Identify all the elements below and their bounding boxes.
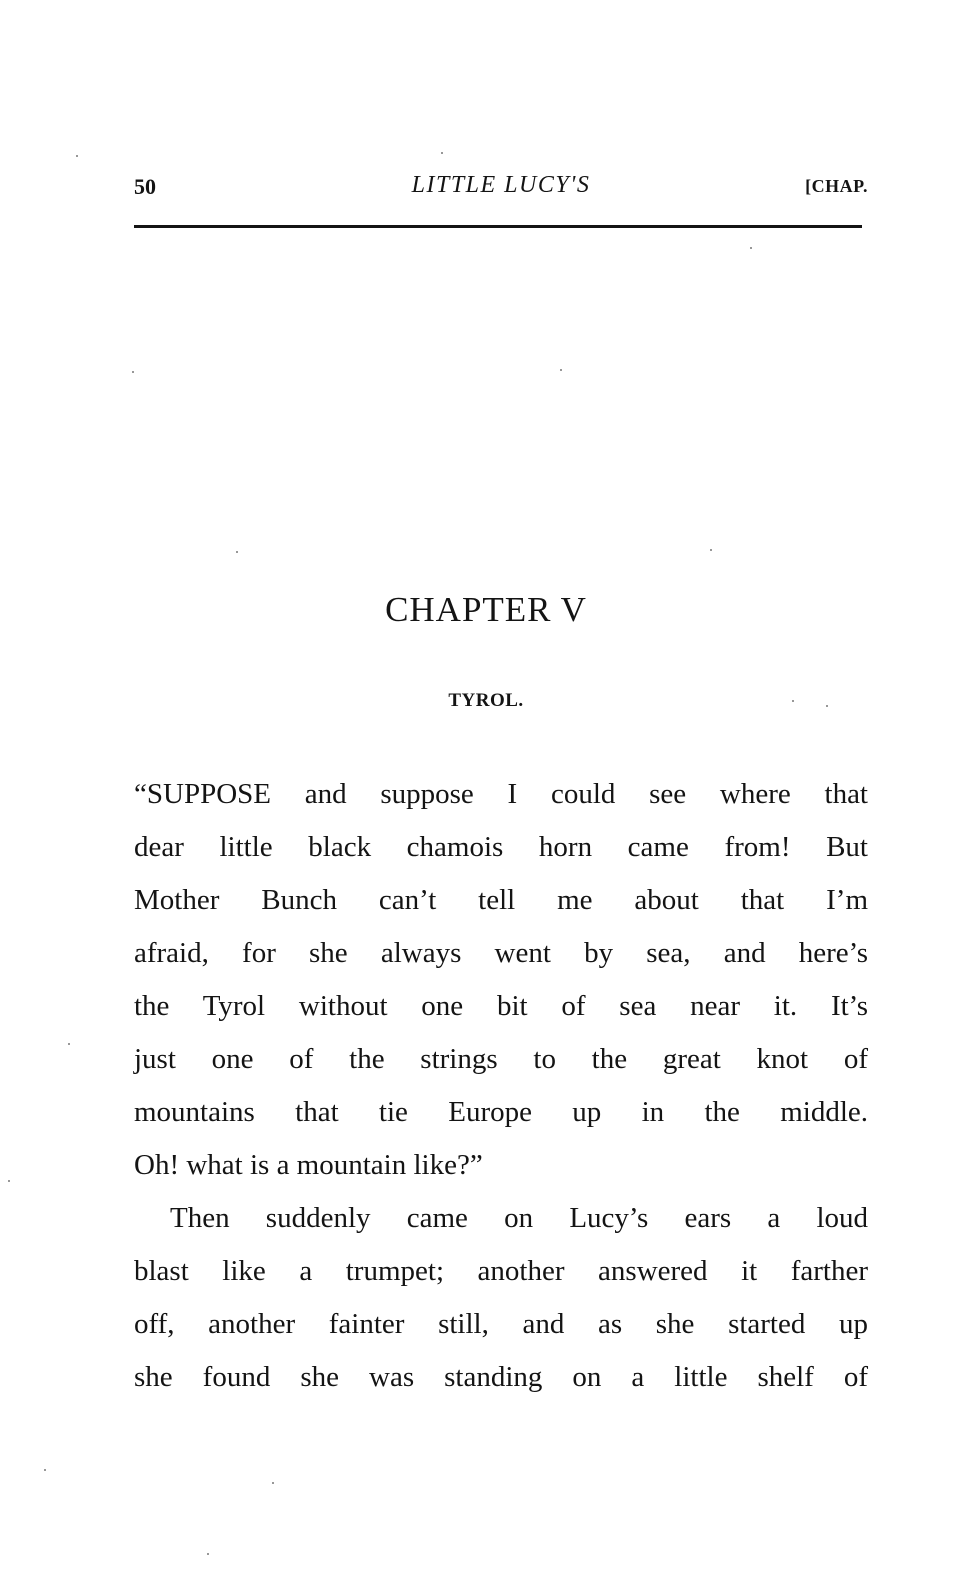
paragraph [134, 768, 868, 1192]
text-line: she found she was standing on a little shelf of [134, 1361, 868, 1393]
text-line: just one of the strings to the great knot of [134, 1043, 868, 1075]
text-line: mountains that tie Europe up in the middle. [134, 1096, 868, 1128]
header-rule [134, 225, 862, 228]
text-line: Oh! what is a mountain like?” [134, 1149, 483, 1181]
scan-speck [132, 371, 134, 373]
running-header [134, 168, 868, 208]
text-line: the Tyrol without one bit of sea near it. It’s [134, 990, 868, 1022]
scan-speck [44, 1469, 46, 1471]
scan-speck [272, 1482, 274, 1484]
chapter-mark: [CHAP. [805, 176, 868, 196]
scan-speck [76, 155, 78, 157]
page-number: 50 [134, 174, 156, 199]
text-line: “SUPPOSE and suppose I could see where that [134, 778, 868, 810]
text-line: afraid, for she always went by sea, and here’s [134, 937, 868, 969]
scan-speck [710, 549, 712, 551]
scan-speck [441, 152, 443, 154]
scan-speck [207, 1553, 209, 1555]
scan-speck [8, 1180, 10, 1182]
scan-speck [750, 247, 752, 249]
text-line: off, another fainter still, and as she started up [134, 1308, 868, 1340]
scan-speck [792, 700, 794, 702]
scan-speck [68, 1043, 70, 1045]
chapter-subtitle: TYROL. [448, 690, 524, 711]
running-title: LITTLE LUCY'S [411, 172, 591, 198]
body-text [134, 768, 868, 1404]
scan-speck [560, 369, 562, 371]
chapter-heading: CHAPTER V [385, 590, 587, 629]
scan-speck [236, 551, 238, 553]
text-line: Mother Bunch can’t tell me about that I’m [134, 884, 868, 916]
scan-speck [826, 705, 828, 707]
text-line: Then suddenly came on Lucy’s ears a loud [170, 1202, 868, 1234]
text-line: blast like a trumpet; another answered it farther [134, 1255, 868, 1287]
text-line: dear little black chamois horn came from! But [134, 831, 868, 863]
paragraph [134, 1192, 868, 1404]
